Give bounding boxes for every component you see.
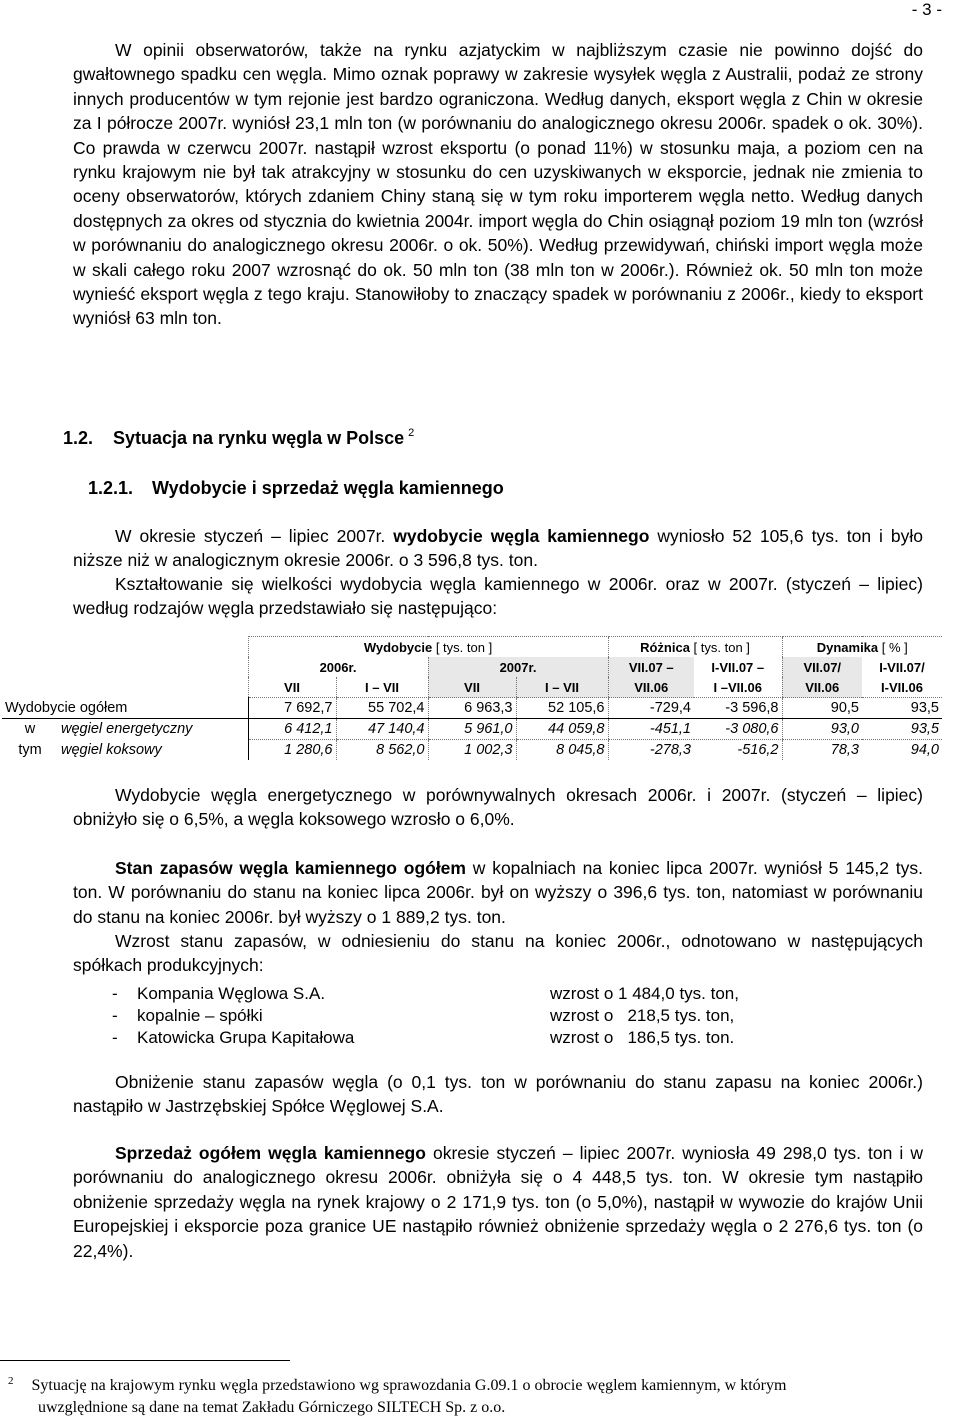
- paragraph-sales: Sprzedaż ogółem węgla kamiennego okresie styczeń – lipiec 2007r. wyniosła 49 298,0 tys. ton i w porównaniu do analogicznego okresu 2006r. obniżyła się o 4 448,5 tys. ton. W okresie tym nastąpiło obniżenie sprzedaży węgla na rynek krajowy o 2 171,9 tys. ton (o 5,0%), nastąpił w wywozie do krajów Unii Europejskiej i eksporcie poza granice UE nastąpiło również obniżenie sprzedaży węgla o 2 276,6 tys. ton (o 22,4%).: [73, 1143, 923, 1261]
- intro-paragraph: W opinii obserwatorów, także na rynku azjatyckim w najbliższym czasie nie powinno dojść do gwałtownego spadku cen węgla. Mimo oznak poprawy w zakresie wysyłek węgla z Australii, podaż ze strony innych producentów w tym rejonie jest bardzo ograniczona. Według danych, eksport węgla z Chin w okresie za I półrocze 2007r. wyniósł 23,1 mln ton (w porównaniu do analogicznego okresu 2006r. spadek o ok. 30%). Co prawda w czerwcu 2007r. nastąpił wzrost eksportu (o ponad 11%) w stosunku maja, a poziom cen na rynku krajowym nie był tak atrakcyjny w stosunku do cen uzyskiwanych w eksporcie, jednak nie zmienia to oceny obserwatorów, których zdaniem Chiny staną się w tym roku importerem węgla netto. Według danych dostępnych za okres od stycznia do kwietnia 2004r. import węgla do Chin osiągnął poziom 19 mln ton (wzrósł w porównaniu do analogicznego okresu 2006r. o ok. 50%). Według przewidywań, chiński import węgla może w skali całego roku 2007 wzrosnąć do ok. 50 mln ton (38 mln ton w 2006r.). Również ok. 50 mln ton może wynieść eksport węgla z tego kraju. Stanowiłoby to znaczący spadek w porównaniu z 2006r., kiedy to eksport wyniósł 63 mln ton.: [73, 40, 923, 329]
- footnote-separator: [0, 1360, 290, 1361]
- page-number: - 3 -: [911, 0, 942, 19]
- subsection-heading: 1.2.1. Wydobycie i sprzedaż węgla kamiennego: [88, 478, 504, 498]
- production-table: Wydobycie [ tys. ton ] Różnica [ tys. ton ] Dynamika [ % ] 2006r. 2007r. VII.07 – I-VII.07 – VII.07/ I-VII.07/ VII I – VII VII I – VII VII.06 I –VII.06 VII.06 I-VII.06 Wydobycie ogółem 7 692,7 55 702,4 6 963,3 52 105,6 -729,4 -3 596,8 90,5 93,5 w węgiel energetyczny 6 412,1 47 140,4 5 961,0 44 059,8 -451,1 -3 080,6 93,0 93,5 tym węgiel koksowy 1 280,6 8 562,0 1 002,3 8 045,8 -278,3 -516,2 78,3 94,0: [2, 636, 942, 760]
- header-production: Wydobycie [ tys. ton ]: [248, 637, 608, 658]
- list-item: - kopalnie – spółki wzrost o 218,5 tys. ton,: [112, 1006, 735, 1025]
- paragraph-mining: W okresie styczeń – lipiec 2007r. wydobycie węgla kamiennego wyniosło 52 105,6 tys. ton i było niższe niż w analogicznym okresie 2006r. o 3 596,8 tys. ton.: [73, 526, 923, 571]
- paragraph-shaping: Kształtowanie się wielkości wydobycia węgla kamiennego w 2006r. oraz w 2007r. (styczeń – lipiec) według rodzajów węgla przedstawiało się następująco:: [73, 574, 923, 619]
- paragraph-reduction: Obniżenie stanu zapasów węgla (o 0,1 tys. ton w porównaniu do stanu zapasu na koniec 2006r.) nastąpiło w Jastrzębskiej Spółce Węglowej S.A.: [73, 1072, 923, 1117]
- table-row: w węgiel energetyczny 6 412,1 47 140,4 5 961,0 44 059,8 -451,1 -3 080,6 93,0 93,5: [2, 719, 942, 740]
- header-dynamics: Dynamika [ % ]: [782, 637, 942, 658]
- paragraph-stock: Stan zapasów węgla kamiennego ogółem w kopalniach na koniec lipca 2007r. wyniósł 5 145,2 tys. ton. W porównaniu do stanu na koniec lipca 2006r. był on wyższy o 396,6 tys. ton, natomiast w porównaniu do stanu na koniec 2006r. był wyższy o 1 889,2 tys. ton.: [73, 858, 923, 927]
- section-heading: 1.2. Sytuacja na rynku węgla w Polsce $^2$: [63, 427, 415, 448]
- list-item: - Kompania Węglowa S.A. wzrost o 1 484,0 tys. ton,: [112, 984, 739, 1003]
- table-row: tym węgiel koksowy 1 280,6 8 562,0 1 002,3 8 045,8 -278,3 -516,2 78,3 94,0: [2, 740, 942, 761]
- footnote-ref: 2: [408, 427, 415, 439]
- companies-list: [112, 983, 812, 1049]
- header-difference: Różnica [ tys. ton ]: [608, 637, 782, 658]
- footnote: $^2$ Sytuację na krajowym rynku węgla przedstawiono wg sprawozdania G.09.1 o obrocie węglem kamiennym, w którym uwzględnione są dane na temat Zakładu Górniczego SILTECH Sp. z o.o.: [8, 1375, 787, 1416]
- table-row: Wydobycie ogółem 7 692,7 55 702,4 6 963,3 52 105,6 -729,4 -3 596,8 90,5 93,5: [2, 698, 942, 719]
- paragraph-energy: Wydobycie węgla energetycznego w porównywalnych okresach 2006r. i 2007r. (styczeń – lipiec) obniżyło się o 6,5%, a węgla koksowego wzrosło o 6,0%.: [73, 785, 923, 830]
- paragraph-stock-growth: Wzrost stanu zapasów, w odniesieniu do stanu na koniec 2006r., odnotowano w następujących spółkach produkcyjnych:: [73, 931, 923, 976]
- list-item: - Katowicka Grupa Kapitałowa wzrost o 186,5 tys. ton.: [112, 1028, 735, 1047]
